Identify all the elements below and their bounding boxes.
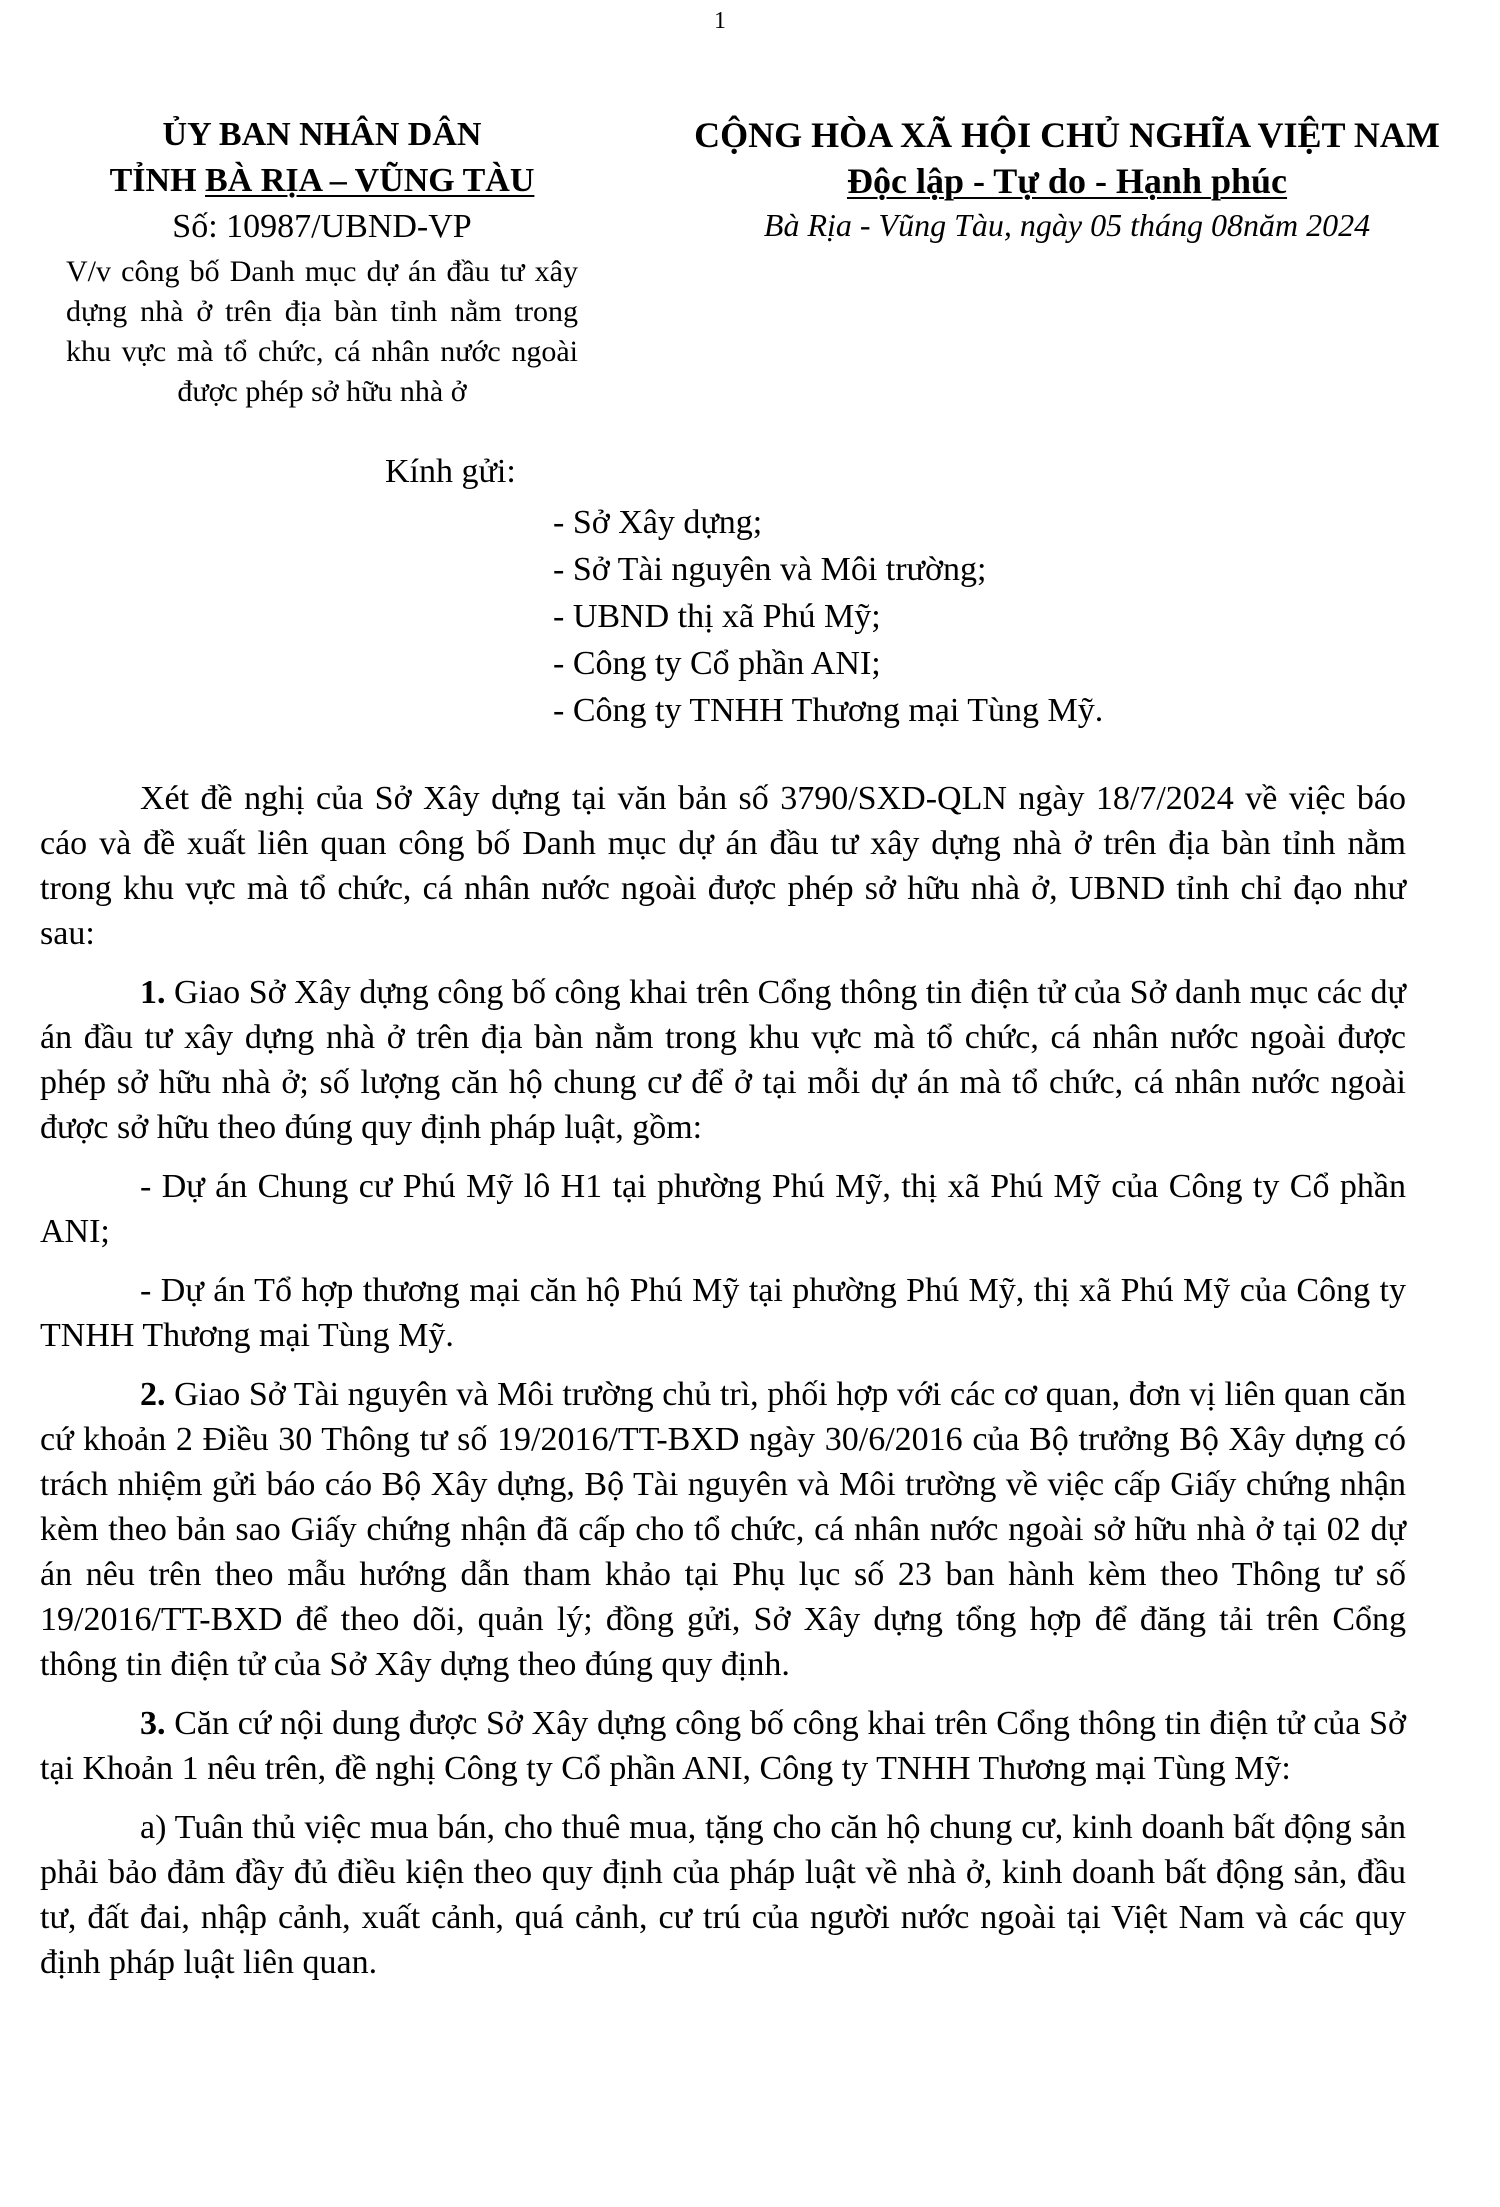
recipient-item: - UBND thị xã Phú Mỹ;	[553, 598, 881, 635]
item-1-paragraph: 1. Giao Sở Xây dựng công bố công khai trên Cổng thông tin điện tử của Sở danh mục các dự án đầu tư xây dựng nhà ở trên địa bàn nằm trong khu vực mà tổ chức, cá nhân nước ngoài được phép sở hữu nhà ở; số lượng căn hộ chung cư để ở tại mỗi dự án mà tổ chức, cá nhân nước ngoài được sở hữu theo đúng quy định pháp luật, gồm:	[40, 974, 1406, 1146]
national-motto: Độc lập - Tự do - Hạnh phúc	[846, 161, 1288, 201]
province-name: TỈNH BÀ RỊA – VŨNG TÀU	[109, 162, 535, 199]
page-number: 1	[714, 8, 726, 34]
document-body	[40, 776, 1406, 1999]
item-1-sub-1: - Dự án Chung cư Phú Mỹ lô H1 tại phường Phú Mỹ, thị xã Phú Mỹ của Công ty Cổ phần ANI;	[40, 1168, 1406, 1250]
recipient-item: - Sở Xây dựng;	[553, 504, 763, 541]
recipients-label: Kính gửi:	[385, 453, 516, 490]
recipient-item: - Sở Tài nguyên và Môi trường;	[553, 551, 987, 588]
document-number: Số: 10987/UBND-VP	[172, 208, 472, 245]
document-subject: V/v công bố Danh mục dự án đầu tư xây dựng nhà ở trên địa bàn tỉnh nằm trong khu vực mà tổ chức, cá nhân nước ngoài được phép sở hữu nhà ở	[66, 255, 578, 408]
authority-name: ỦY BAN NHÂN DÂN	[162, 116, 482, 153]
item-1-sub-2: - Dự án Tổ hợp thương mại căn hộ Phú Mỹ tại phường Phú Mỹ, thị xã Phú Mỹ của Công ty TNHH Thương mại Tùng Mỹ.	[40, 1272, 1406, 1354]
national-header-block	[617, 112, 1500, 246]
recipients-block	[385, 448, 1103, 734]
recipient-item: - Công ty Cổ phần ANI;	[553, 645, 881, 682]
recipients-list	[385, 499, 1103, 734]
national-title: CỘNG HÒA XÃ HỘI CHỦ NGHĨA VIỆT NAM	[694, 115, 1440, 155]
issuing-authority-block	[52, 112, 592, 412]
place-date: Bà Rịa - Vũng Tàu, ngày 05 tháng 08năm 2024	[763, 207, 1371, 243]
intro-paragraph: Xét đề nghị của Sở Xây dựng tại văn bản số 3790/SXD-QLN ngày 18/7/2024 về việc báo cáo và đề xuất liên quan công bố Danh mục dự án đầu tư xây dựng nhà ở trên địa bàn tỉnh nằm trong khu vực mà tổ chức, cá nhân nước ngoài được phép sở hữu nhà ở, UBND tỉnh chỉ đạo như sau:	[40, 780, 1406, 952]
item-3-paragraph: 3. Căn cứ nội dung được Sở Xây dựng công bố công khai trên Cổng thông tin điện tử của Sở tại Khoản 1 nêu trên, đề nghị Công ty Cổ phần ANI, Công ty TNHH Thương mại Tùng Mỹ:	[40, 1705, 1406, 1787]
item-3a-paragraph: a) Tuân thủ việc mua bán, cho thuê mua, tặng cho căn hộ chung cư, kinh doanh bất động sản phải bảo đảm đầy đủ điều kiện theo quy định của pháp luật về nhà ở, kinh doanh bất động sản, đầu tư, đất đai, nhập cảnh, xuất cảnh, quá cảnh, cư trú của người nước ngoài tại Việt Nam và các quy định pháp luật liên quan.	[40, 1809, 1406, 1981]
item-2-paragraph: 2. Giao Sở Tài nguyên và Môi trường chủ trì, phối hợp với các cơ quan, đơn vị liên quan căn cứ khoản 2 Điều 30 Thông tư số 19/2016/TT-BXD ngày 30/6/2016 của Bộ trưởng Bộ Xây dựng có trách nhiệm gửi báo cáo Bộ Xây dựng, Bộ Tài nguyên và Môi trường về việc cấp Giấy chứng nhận kèm theo bản sao Giấy chứng nhận đã cấp cho tổ chức, cá nhân nước ngoài sở hữu nhà ở tại 02 dự án nêu trên theo mẫu hướng dẫn tham khảo tại Phụ lục số 23 ban hành kèm theo Thông tư số 19/2016/TT-BXD để theo dõi, quản lý; đồng gửi, Sở Xây dựng tổng hợp để đăng tải trên Cổng thông tin điện tử của Sở Xây dựng theo đúng quy định.	[40, 1376, 1406, 1683]
recipient-item: - Công ty TNHH Thương mại Tùng Mỹ.	[553, 692, 1104, 729]
